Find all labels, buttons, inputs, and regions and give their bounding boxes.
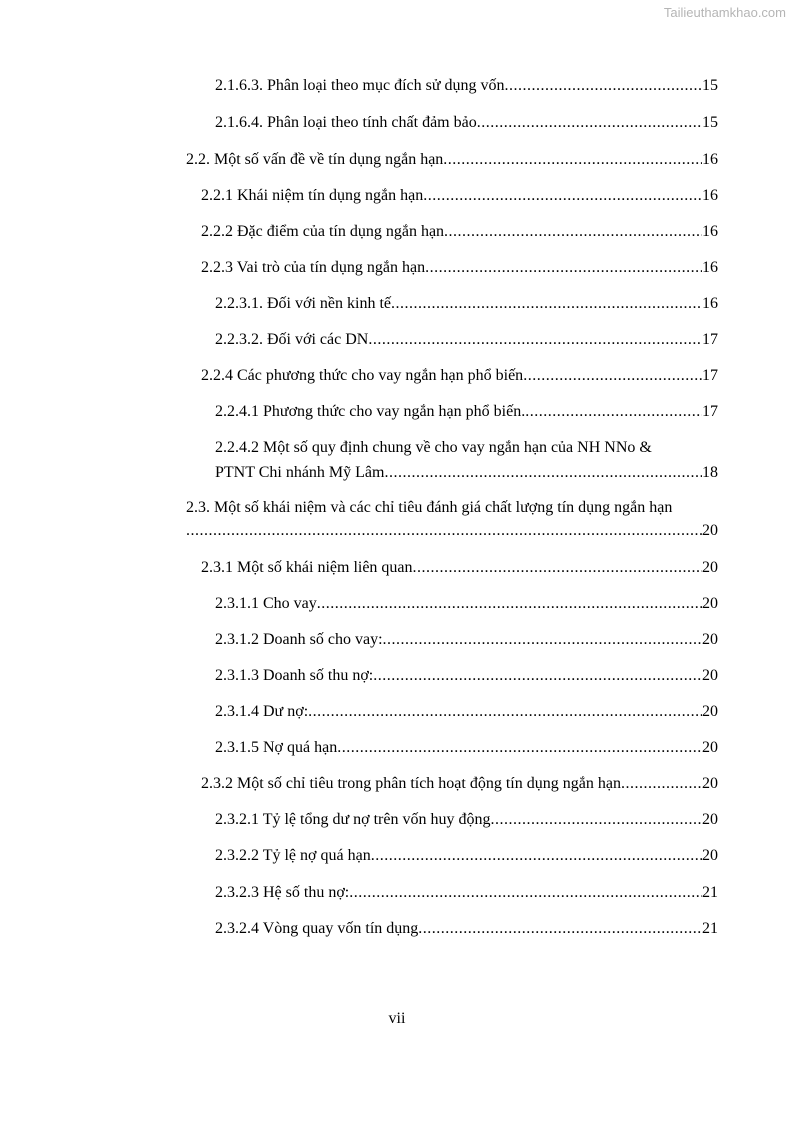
toc-entry-title: 2.2.3.2. Đối với các DN bbox=[215, 331, 369, 348]
toc-entry[interactable] bbox=[215, 401, 718, 423]
toc-entry-page: 17 bbox=[702, 367, 718, 384]
toc-entry[interactable] bbox=[215, 112, 718, 134]
toc-entry[interactable] bbox=[201, 185, 718, 207]
toc-entry-title: 2.3.1.4 Dư nợ: bbox=[215, 703, 309, 720]
dot-leader bbox=[317, 593, 702, 615]
dot-leader bbox=[444, 221, 702, 243]
dot-leader bbox=[425, 257, 702, 279]
toc-entry-page: 20 bbox=[702, 775, 718, 792]
dot-leader bbox=[371, 845, 702, 867]
page-number: vii bbox=[388, 1010, 406, 1027]
toc-entry[interactable] bbox=[215, 882, 718, 904]
toc-entry-page: 20 bbox=[702, 847, 718, 864]
dot-leader bbox=[308, 701, 702, 723]
toc-entry[interactable] bbox=[215, 809, 718, 831]
toc-entry-page: 20 bbox=[702, 811, 718, 828]
dot-leader bbox=[384, 462, 702, 484]
toc-entry-title: 2.1.6.4. Phân loại theo tính chất đảm bảo bbox=[215, 114, 477, 131]
dot-leader bbox=[413, 557, 702, 579]
toc-entry-page: 17 bbox=[702, 331, 718, 348]
toc-entry[interactable] bbox=[215, 629, 718, 651]
dot-leader bbox=[621, 773, 702, 795]
toc-entry-page: 20 bbox=[702, 631, 718, 648]
dot-leader bbox=[525, 401, 702, 423]
toc-entry[interactable] bbox=[215, 293, 718, 315]
toc-entry[interactable] bbox=[201, 773, 718, 795]
toc-entry[interactable] bbox=[215, 329, 718, 351]
toc-entry[interactable] bbox=[201, 365, 718, 387]
dot-leader bbox=[523, 365, 702, 387]
dot-leader bbox=[349, 882, 702, 904]
dot-leader bbox=[423, 185, 702, 207]
dot-leader bbox=[443, 149, 702, 171]
toc-entry-title: 2.3.2.3 Hệ số thu nợ: bbox=[215, 884, 350, 901]
toc-entry-page: 16 bbox=[702, 187, 718, 204]
dot-leader bbox=[505, 75, 702, 97]
toc-entry-page: 15 bbox=[702, 77, 718, 94]
toc-entry-title-line2: PTNT Chi nhánh Mỹ Lâm bbox=[215, 464, 385, 481]
toc-entry-title: 2.3.1 Một số khái niệm liên quan bbox=[201, 559, 413, 576]
toc-entry[interactable] bbox=[215, 593, 718, 615]
toc-entry[interactable] bbox=[215, 665, 718, 687]
toc-entry-page: 16 bbox=[702, 223, 718, 240]
toc-entry-page: 15 bbox=[702, 114, 718, 131]
toc-entry-page: 21 bbox=[702, 884, 718, 901]
toc-entry-page: 20 bbox=[702, 703, 718, 720]
toc-entry-title: 2.3.2.2 Tỷ lệ nợ quá hạn bbox=[215, 847, 371, 864]
toc-entry-title: 2.3.2 Một số chỉ tiêu trong phân tích hoạt động tín dụng ngắn hạn bbox=[201, 775, 621, 792]
toc-entry-title: 2.2.4 Các phương thức cho vay ngắn hạn phổ biến bbox=[201, 367, 524, 384]
toc-entry[interactable] bbox=[215, 845, 718, 867]
toc-entry-title: 2.3.2.1 Tỷ lệ tổng dư nợ trên vốn huy động bbox=[215, 811, 491, 828]
toc-entry-title: 2.3.1.1 Cho vay bbox=[215, 595, 317, 612]
toc-entry-title: 2.2. Một số vấn đề về tín dụng ngắn hạn bbox=[186, 151, 444, 168]
toc-entry-page: 16 bbox=[702, 295, 718, 312]
dot-leader bbox=[418, 918, 702, 940]
toc-entry-page: 20 bbox=[702, 739, 718, 756]
dot-leader bbox=[477, 112, 702, 134]
toc-entry-title: 2.3.2.4 Vòng quay vốn tín dụng bbox=[215, 920, 419, 937]
dot-leader bbox=[383, 629, 702, 651]
watermark: Tailieuthamkhao.com bbox=[663, 5, 786, 20]
toc-entry-title: 2.2.1 Khái niệm tín dụng ngắn hạn bbox=[201, 187, 424, 204]
toc-entry-page: 20 bbox=[702, 667, 718, 684]
toc-entry-title: 2.3.1.2 Doanh số cho vay: bbox=[215, 631, 383, 648]
toc-entry-page: 20 bbox=[702, 522, 718, 539]
toc-entry[interactable] bbox=[201, 257, 718, 279]
toc-entry[interactable] bbox=[186, 520, 718, 542]
toc-entry[interactable] bbox=[215, 737, 718, 759]
toc-entry-page: 21 bbox=[702, 920, 718, 937]
toc-entry[interactable] bbox=[215, 918, 718, 940]
toc-entry[interactable] bbox=[215, 701, 718, 723]
dot-leader bbox=[337, 737, 702, 759]
toc-entry-page: 16 bbox=[702, 259, 718, 276]
toc-entry-page: 20 bbox=[702, 595, 718, 612]
toc-entry-title: 2.1.6.3. Phân loại theo mục đích sử dụng vốn bbox=[215, 77, 505, 94]
dot-leader bbox=[186, 520, 702, 542]
toc-entry-title: 2.3.1.5 Nợ quá hạn bbox=[215, 739, 338, 756]
dot-leader bbox=[490, 809, 702, 831]
toc-entry-title: 2.2.3 Vai trò của tín dụng ngắn hạn bbox=[201, 259, 426, 276]
toc-entry-page: 18 bbox=[702, 464, 718, 481]
toc-entry-page: 20 bbox=[702, 559, 718, 576]
toc-entry-title-line1[interactable]: 2.3. Một số khái niệm và các chỉ tiêu đánh giá chất lượng tín dụng ngắn hạn bbox=[186, 499, 673, 516]
toc-entry-title-line1[interactable]: 2.2.4.2 Một số quy định chung về cho vay ngắn hạn của NH NNo & bbox=[215, 439, 652, 456]
toc-entry[interactable] bbox=[201, 557, 718, 579]
toc-entry[interactable] bbox=[201, 221, 718, 243]
toc-entry-title: 2.3.1.3 Doanh số thu nợ: bbox=[215, 667, 374, 684]
dot-leader bbox=[373, 665, 702, 687]
toc-entry-page: 16 bbox=[702, 151, 718, 168]
toc-entry[interactable] bbox=[215, 462, 718, 484]
toc-entry-title: 2.2.3.1. Đối với nền kinh tế bbox=[215, 295, 391, 312]
dot-leader bbox=[368, 329, 702, 351]
toc-entry[interactable] bbox=[186, 149, 718, 171]
dot-leader bbox=[391, 293, 702, 315]
toc-entry-title: 2.2.2 Đặc điểm của tín dụng ngắn hạn bbox=[201, 223, 445, 240]
toc-entry-page: 17 bbox=[702, 403, 718, 420]
toc-entry-title: 2.2.4.1 Phương thức cho vay ngắn hạn phổ biến. bbox=[215, 403, 526, 420]
toc-entry[interactable] bbox=[215, 75, 718, 97]
